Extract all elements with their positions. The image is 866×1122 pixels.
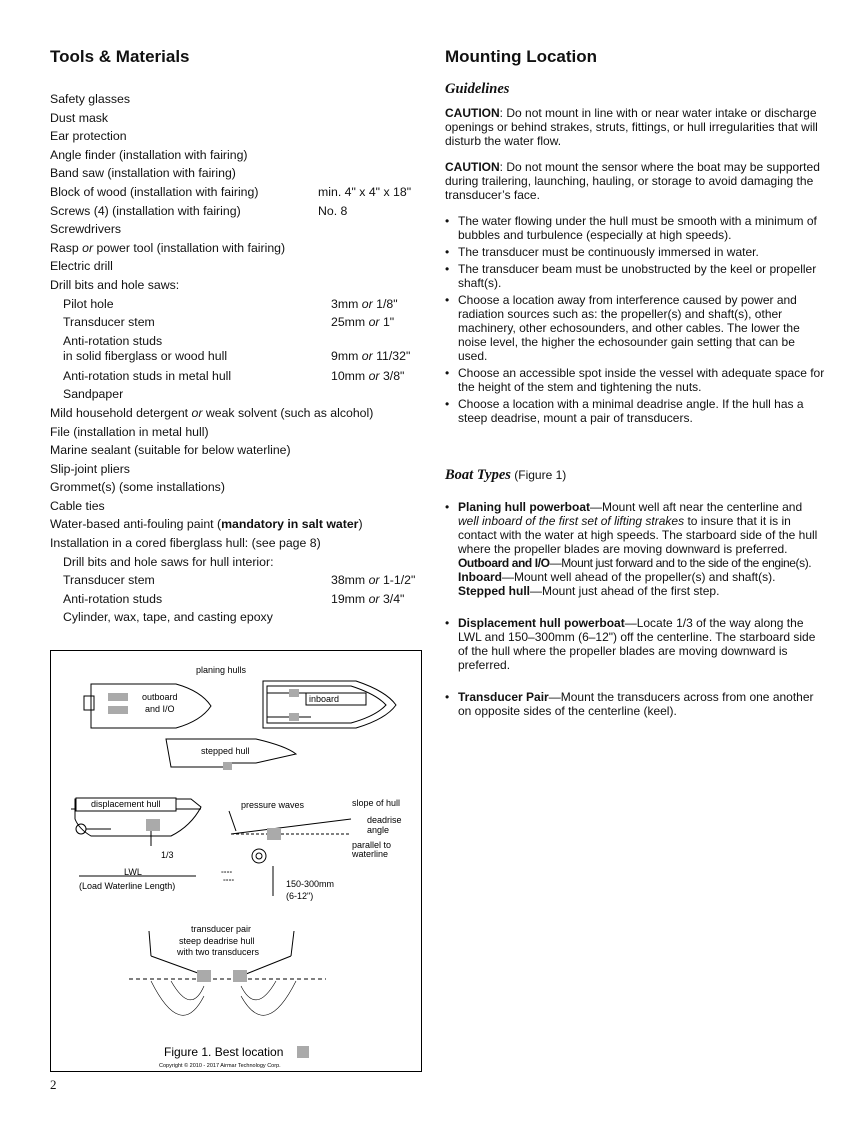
tool-item: Transducer stem 25mm or 1" bbox=[50, 313, 430, 332]
figure-caption: Figure 1. Best location bbox=[164, 1045, 284, 1059]
tool-item: Transducer stem 38mm or 1-1/2" bbox=[50, 571, 430, 590]
boat-types-section bbox=[445, 468, 825, 721]
transducer-marker bbox=[267, 828, 281, 840]
propeller-icon bbox=[76, 824, 86, 834]
list-item: • The transducer must be continuously immersed in water. bbox=[445, 245, 825, 259]
tools-title: Tools & Materials bbox=[50, 47, 190, 66]
label-pair-1: transducer pair bbox=[191, 924, 252, 934]
tool-item: Sandpaper bbox=[63, 387, 124, 402]
tool-spec: 9mm or 11/32" bbox=[331, 348, 411, 363]
caption-marker bbox=[297, 1046, 309, 1058]
tool-item: Slip-joint pliers bbox=[50, 461, 130, 476]
list-item: • The transducer beam must be unobstructed by the keel or propeller shaft(s). bbox=[445, 262, 825, 290]
tool-item: Anti-rotation studs bbox=[63, 333, 163, 348]
beam-arc bbox=[241, 981, 296, 1015]
label-planing-hulls: planing hulls bbox=[196, 665, 247, 675]
label-one-third: 1/3 bbox=[161, 850, 174, 860]
tool-item: Ear protection bbox=[50, 129, 127, 144]
tool-item: Band saw (installation with fairing) bbox=[50, 166, 236, 181]
transducer-marker bbox=[289, 713, 299, 721]
transducer-marker bbox=[197, 970, 211, 982]
tool-item: Safety glasses bbox=[50, 92, 130, 106]
label-deadrise: deadrise bbox=[367, 815, 402, 825]
list-item: • Planing hull powerboat—Mount well aft near the centerline and well inboard of the first set of lifting strakes to insure that it is in contact with the water at high speeds. The starboard side of the hull where the propeller blades are moving downward is preferred. Outboard and I/O—Mount just forward and to the side of the engine(s). Inboard—Mount well ahead of the propeller(s) and shaft(s). Stepped hull—Mount just ahead of the first step. bbox=[445, 500, 825, 598]
beam-arc bbox=[171, 981, 204, 1000]
label-slope-of-hull: slope of hull bbox=[352, 798, 401, 808]
label-waterline: waterline bbox=[352, 849, 389, 859]
tool-spec: 38mm or 1-1/2" bbox=[331, 573, 416, 588]
page-number: 2 bbox=[50, 1077, 57, 1092]
tool-item: Screwdrivers bbox=[50, 222, 122, 237]
transducer-marker bbox=[146, 819, 160, 831]
tool-item: Screws (4) (installation with fairing) No. 8 bbox=[50, 202, 430, 221]
tools-list bbox=[50, 90, 430, 627]
tool-item: Marine sealant (suitable for below waterline) bbox=[50, 443, 291, 458]
list-item: • The water flowing under the hull must be smooth with a minimum of bubbles and turbulence (especially at high speeds). bbox=[445, 214, 825, 242]
label-parallel-to: parallel to bbox=[352, 840, 392, 850]
label-dist-in: (6-12") bbox=[286, 891, 314, 901]
tool-item: Cable ties bbox=[50, 498, 105, 513]
label-outboard: outboard bbox=[142, 692, 178, 702]
transducer-marker bbox=[233, 970, 247, 982]
tool-item: File (installation in metal hull) bbox=[50, 424, 209, 439]
hull-side-line bbox=[149, 931, 151, 956]
tool-item: Cylinder, wax, tape, and casting epoxy bbox=[63, 610, 273, 625]
tool-item: Water-based anti-fouling paint (mandatory in salt water) bbox=[50, 517, 363, 532]
bubbles-icon: °°°° bbox=[223, 879, 235, 886]
boat-types-list bbox=[445, 500, 825, 718]
bubbles-icon: °°°° bbox=[221, 871, 233, 878]
transducer-marker bbox=[108, 706, 128, 714]
deadrise-hull-line bbox=[241, 956, 291, 976]
guidelines-list bbox=[445, 214, 825, 425]
tool-spec: No. 8 bbox=[318, 203, 348, 218]
propeller-hub bbox=[256, 853, 262, 859]
tool-item: Anti-rotation studs in metal hull 10mm or 3/8" bbox=[50, 367, 430, 386]
tool-item: Drill bits and hole saws: bbox=[50, 277, 180, 292]
tool-item: Angle finder (installation with fairing) bbox=[50, 147, 248, 162]
label-and-io: and I/O bbox=[145, 704, 175, 714]
list-item: • Transducer Pair—Mount the transducers across from one another on opposite sides of the centerline (keel). bbox=[445, 690, 825, 718]
beam-arc bbox=[241, 981, 276, 1000]
tool-item: Installation in a cored fiberglass hull: (see page 8) bbox=[50, 536, 321, 551]
caution-1: CAUTION: Do not mount in line with or near water intake or discharge openings or behind strakes, struts, fittings, or hull irregularities that will disturb the water flow. bbox=[445, 106, 818, 148]
label-displacement-hull: displacement hull bbox=[91, 799, 161, 809]
list-item: • Choose an accessible spot inside the vessel with adequate space for the height of the stem and tightening the nuts. bbox=[445, 366, 825, 394]
list-item: • Choose a location away from interference caused by power and radiation sources such as: the propeller(s) and shaft(s), other machinery, other echosounders, and other cables. The lower the noise level, the higher the echosounder gain setting that can be used. bbox=[445, 293, 825, 363]
mounting-title: Mounting Location bbox=[445, 47, 598, 66]
hull-side-line bbox=[291, 931, 294, 956]
tool-item: Pilot hole 3mm or 1/8" bbox=[50, 295, 430, 314]
tool-spec: 19mm or 3/4" bbox=[331, 591, 405, 606]
label-lwl-long: (Load Waterline Length) bbox=[79, 881, 176, 891]
label-stepped-hull: stepped hull bbox=[201, 746, 250, 756]
hull-slope-line bbox=[231, 819, 351, 834]
guidelines-title: Guidelines bbox=[445, 81, 510, 97]
list-item: • Displacement hull powerboat—Locate 1/3 of the way along the LWL and 150–300mm (6–12") off the centerline. The starboard side of the hull where the propeller blades are moving downward is preferred. bbox=[445, 616, 825, 672]
label-pressure-waves: pressure waves bbox=[241, 800, 305, 810]
guidelines-section bbox=[445, 82, 825, 428]
figure-best-location bbox=[50, 650, 422, 1072]
tool-spec: min. 4" x 4" x 18" bbox=[318, 184, 412, 199]
label-pair-2: steep deadrise hull bbox=[179, 936, 255, 946]
tool-item: Block of wood (installation with fairing) min. 4" x 4" x 18" bbox=[50, 183, 430, 202]
tool-spec: 3mm or 1/8" bbox=[331, 296, 398, 311]
list-item: • Choose a location with a minimal deadrise angle. If the hull has a steep deadrise, mount a pair of transducers. bbox=[445, 397, 825, 425]
tool-item: Mild household detergent or weak solvent (such as alcohol) bbox=[50, 405, 374, 420]
propeller-icon bbox=[252, 849, 266, 863]
figure-copyright: Copyright © 2010 - 2017 Airmar Technology Corp. bbox=[159, 1063, 281, 1069]
caution-2: CAUTION: Do not mount the sensor where the boat may be supported during trailering, launching, hauling, or storage to avoid damaging the transducer’s face. bbox=[445, 160, 820, 202]
tool-item: Drill bits and hole saws for hull interior: bbox=[63, 554, 274, 569]
tool-item: Anti-rotation studs 19mm or 3/4" bbox=[50, 590, 430, 609]
tool-item: Electric drill bbox=[50, 259, 113, 274]
tool-item: Dust mask bbox=[50, 110, 109, 125]
label-dist-mm: 150-300mm bbox=[286, 879, 335, 889]
transducer-marker bbox=[223, 762, 232, 770]
label-lwl: LWL bbox=[124, 867, 142, 877]
tool-item: Grommet(s) (some installations) bbox=[50, 480, 225, 495]
boat-diagram bbox=[51, 651, 421, 1071]
boat-types-heading: Boat Types (Figure 1) bbox=[445, 467, 567, 483]
tool-spec: 10mm or 3/8" bbox=[331, 368, 405, 383]
tool-item: Rasp or power tool (installation with fairing) bbox=[50, 240, 286, 255]
tool-item: in solid fiberglass or wood hull 9mm or 11/32" bbox=[63, 348, 411, 363]
outboard-motor bbox=[84, 696, 94, 710]
pointer-line bbox=[229, 811, 236, 831]
tool-spec: 25mm or 1" bbox=[331, 315, 395, 330]
transducer-marker bbox=[108, 693, 128, 701]
label-angle: angle bbox=[367, 825, 390, 835]
transducer-marker bbox=[289, 689, 299, 697]
label-pair-3: with two transducers bbox=[177, 947, 260, 957]
label-inboard: inboard bbox=[309, 694, 340, 704]
